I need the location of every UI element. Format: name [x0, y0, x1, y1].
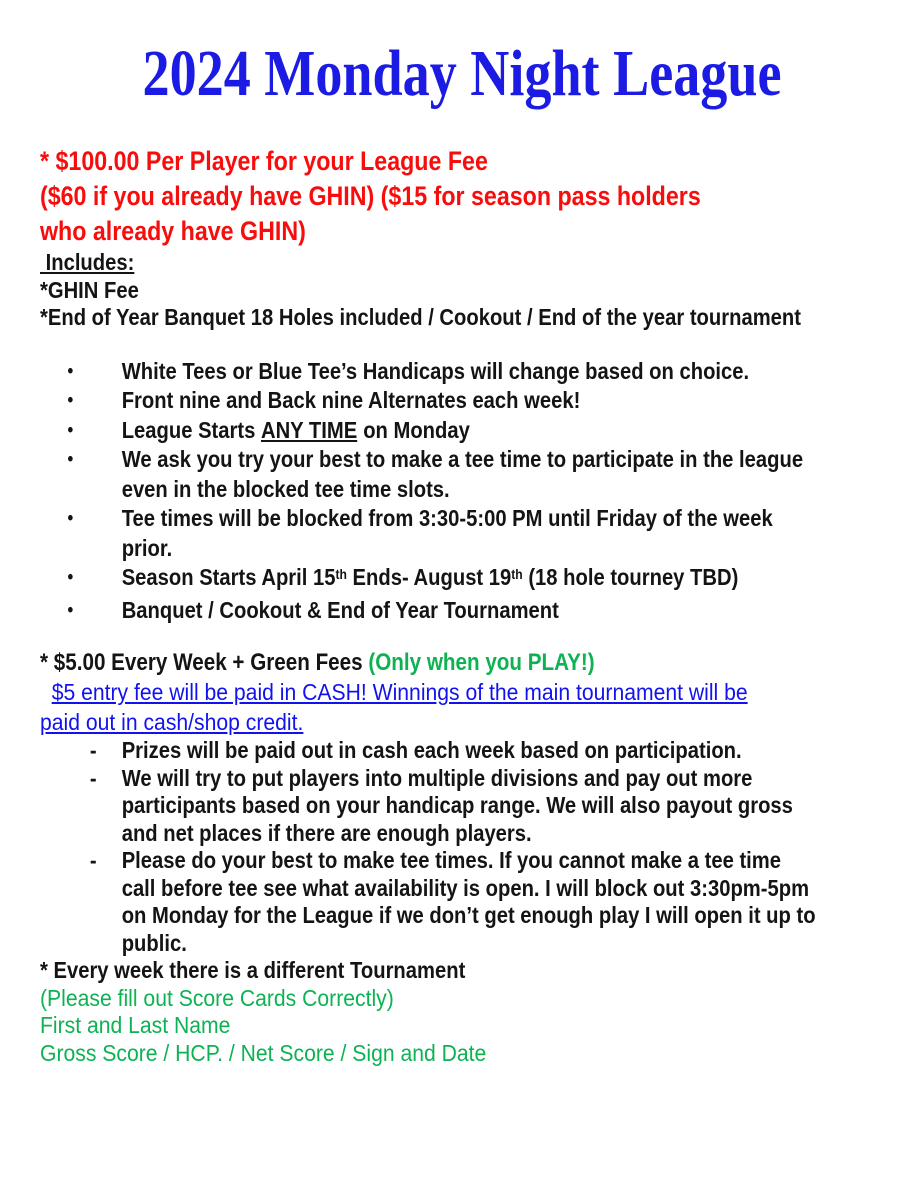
bullet-line: prior. — [121, 534, 173, 561]
bullet-marker: • — [67, 449, 74, 470]
dash-line: We will try to put players into multiple divisions and pay out more — [121, 764, 753, 791]
bullet-text — [122, 596, 766, 626]
league-rules-bullet-list — [40, 357, 804, 626]
bullet-text — [122, 357, 766, 387]
bullet-line: Tee times will be blocked from 3:30-5:00 PM until Friday of the week — [121, 505, 773, 531]
list-item — [40, 445, 804, 504]
bullet-text — [122, 504, 773, 563]
list-item — [40, 737, 766, 765]
dash-marker: - — [89, 764, 97, 791]
season-dates-pre: Season Starts April 15 — [121, 564, 336, 590]
list-item — [40, 416, 766, 446]
includes-item-banquet: *End of Year Banquet 18 Holes included / Cookout / End of the year tournament — [40, 304, 801, 330]
dash-line: Prizes will be paid out in cash each week based on participation. — [121, 737, 742, 763]
weekly-fee-text: * $5.00 Every Week + Green Fees — [40, 649, 369, 676]
dash-marker: - — [89, 847, 97, 873]
fee-line-2: ($60 if you already have GHIN) ($15 for season pass holders — [40, 181, 701, 211]
scorecard-line: First and Last Name — [40, 1012, 231, 1038]
scorecard-line: Gross Score / HCP. / Net Score / Sign and Date — [40, 1039, 487, 1066]
list-item — [40, 847, 816, 957]
list-item — [40, 357, 766, 387]
dash-marker: - — [89, 737, 97, 763]
dash-text — [122, 847, 816, 957]
bullet-marker: • — [67, 599, 74, 621]
cash-note-line — [40, 707, 800, 737]
bullet-line-post: on Monday — [363, 416, 470, 443]
season-dates-post: (18 hole tourney TBD) — [522, 564, 739, 590]
bullet-line — [122, 563, 766, 596]
bullet-text — [122, 416, 766, 446]
page-title: 2024 Monday Night League — [142, 37, 782, 110]
list-item — [40, 386, 766, 416]
bullet-line: White Tees or Blue Tee’s Handicaps will change based on choice. — [121, 357, 750, 384]
bullet-line-pre: League Starts — [121, 416, 261, 443]
fee-line-1: * $100.00 Per Player for your League Fee — [40, 146, 488, 176]
bullet-text — [122, 445, 803, 504]
includes-heading-text: Includes: — [40, 249, 135, 275]
includes-heading — [40, 249, 766, 277]
dash-line: public. — [121, 929, 187, 956]
dash-text — [122, 737, 766, 765]
list-item — [40, 596, 766, 626]
cash-note-text: $5 entry fee will be paid in CASH! Winnings of the main tournament will be — [51, 679, 748, 705]
league-fee-header — [40, 144, 766, 249]
bullet-marker: • — [67, 390, 74, 411]
dash-line: Please do your best to make tee times. If you cannot make a tee time — [121, 847, 782, 873]
dash-line: call before tee see what availability is open. I will block out 3:30pm-5pm — [121, 874, 810, 901]
list-item — [40, 764, 793, 848]
cash-payout-note — [40, 677, 800, 737]
payout-details-dash-list — [40, 737, 816, 957]
dash-line: and net places if there are enough players. — [121, 819, 532, 846]
weekly-fee-heading — [40, 648, 766, 677]
bullet-marker: • — [67, 419, 74, 441]
list-item — [40, 563, 766, 596]
dash-line: on Monday for the League if we don’t get enough play I will open it up to — [121, 902, 816, 928]
bullet-line: Banquet / Cookout & End of Year Tournament — [121, 596, 559, 623]
scorecard-instructions — [40, 985, 800, 1068]
cash-note-text: paid out in cash/shop credit. — [40, 709, 304, 735]
bullet-line: even in the blocked tee time slots. — [121, 475, 450, 502]
includes-section — [40, 249, 801, 332]
dash-line: participants based on your handicap range. We will also payout gross — [121, 792, 793, 818]
season-dates-mid: Ends- August 19 — [346, 564, 512, 590]
dash-text — [122, 765, 793, 848]
fee-line-3: who already have GHIN) — [40, 216, 306, 246]
bullet-line — [122, 416, 766, 446]
bullet-marker: • — [67, 508, 74, 529]
bullet-text — [122, 563, 766, 596]
bullet-text — [122, 386, 766, 416]
ordinal-superscript: th — [511, 565, 523, 582]
only-when-you-play-note: (Only when you PLAY!) — [368, 649, 595, 676]
bullet-line: We ask you try your best to make a tee time to participate in the league — [121, 446, 804, 472]
ordinal-superscript: th — [335, 565, 347, 582]
includes-item-ghin-fee: *GHIN Fee — [40, 276, 139, 303]
bullet-marker: • — [67, 360, 74, 382]
cash-note-line — [40, 677, 800, 707]
scorecard-line: (Please fill out Score Cards Correctly) — [40, 984, 394, 1011]
weekly-tournament-note: * Every week there is a different Tournament — [40, 957, 466, 983]
bullet-marker: • — [67, 567, 74, 588]
bullet-line: Front nine and Back nine Alternates each week! — [121, 387, 581, 413]
any-time-underlined: ANY TIME — [260, 416, 358, 443]
list-item — [40, 504, 773, 563]
